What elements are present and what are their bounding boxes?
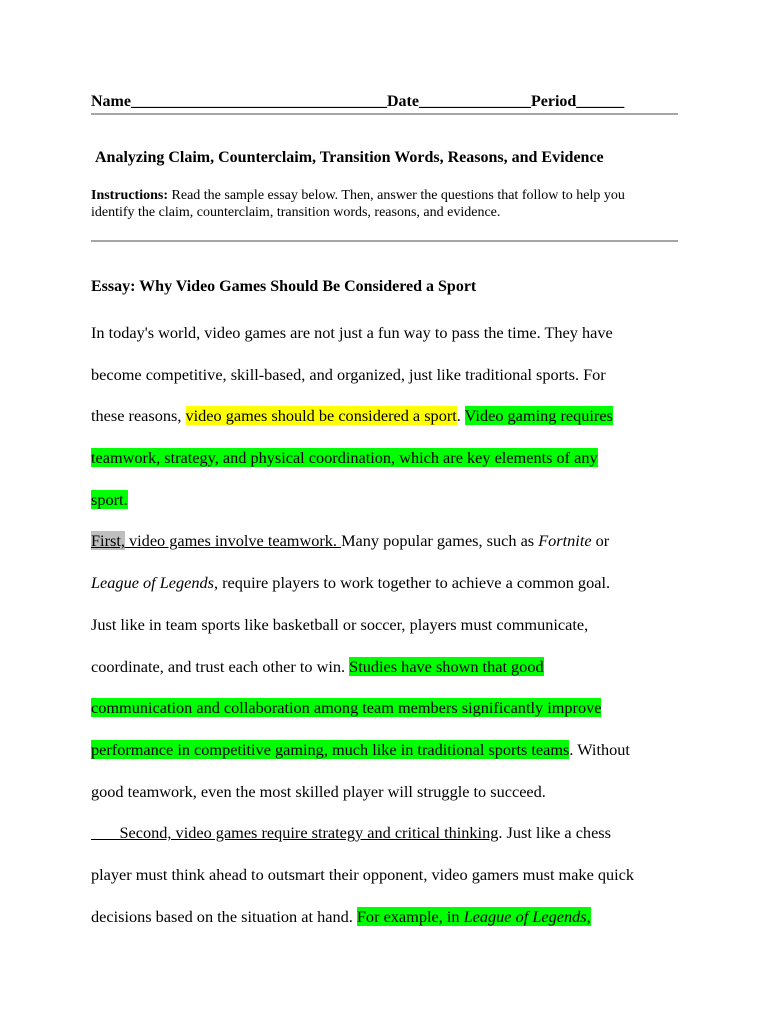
section-divider: [91, 240, 678, 242]
essay-line: [91, 312, 683, 354]
essay-text: . Just like a chess: [498, 823, 611, 843]
transition-highlight: First,: [91, 531, 125, 551]
reason-highlight: Video gaming requires: [464, 406, 613, 426]
evidence-highlight: communication and collaboration among team members significantly improve: [91, 698, 602, 718]
date-field[interactable]: Date_____________: [386, 93, 523, 110]
instructions-label: Instructions:: [91, 188, 169, 203]
essay-line: [91, 687, 683, 729]
instructions-text-2: identify the claim, counterclaim, transition words, reasons, and evidence.: [91, 205, 501, 220]
page-title: Analyzing Claim, Counterclaim, Transition Words, Reasons, and Evidence: [95, 149, 604, 166]
game-title: Fortnite: [538, 531, 592, 551]
essay-line: [91, 771, 683, 813]
essay-title: Essay: Why Video Games Should Be Considered a Sport: [91, 278, 477, 295]
essay-text: Many popular games, such as: [341, 531, 539, 551]
essay-text: coordinate, and trust each other to win.: [91, 656, 350, 676]
essay-text: these reasons,: [91, 406, 186, 426]
essay-line: [91, 854, 683, 896]
essay-line: [91, 896, 683, 938]
essay-line: [91, 354, 683, 396]
name-field[interactable]: Name________________________________: [91, 93, 387, 110]
evidence-highlight: Studies have shown that good: [349, 656, 544, 676]
essay-line: [91, 520, 683, 562]
period-field[interactable]: _Period______: [522, 93, 625, 110]
essay-text: .: [456, 406, 465, 426]
essay-line: [91, 562, 683, 604]
reason-underline: video games involve teamwork.: [124, 531, 342, 551]
essay-text: . Without: [569, 739, 630, 759]
evidence-highlight: ,: [586, 906, 591, 926]
reason-underline: Second, video games require strategy and critical thinking: [91, 823, 499, 843]
essay-line: [91, 604, 683, 646]
essay-text: decisions based on the situation at hand.: [91, 906, 357, 926]
essay-text: In today's world, video games are not just a fun way to pass the time. They have: [91, 323, 613, 342]
essay-text: or: [591, 531, 610, 551]
reason-highlight: teamwork, strategy, and physical coordination, which are key elements of any: [91, 448, 598, 468]
instructions: [91, 187, 681, 221]
essay-line: [91, 479, 683, 521]
essay-line: [91, 395, 683, 437]
header-divider: [91, 113, 678, 115]
essay-text: player must think ahead to outsmart their opponent, video gamers must make quick: [91, 864, 635, 884]
evidence-highlight: For example, in: [356, 906, 464, 926]
evidence-highlight: performance in competitive gaming, much like in traditional sports teams: [91, 739, 570, 759]
claim-highlight: video games should be considered a sport: [185, 406, 457, 426]
header-fields: [91, 93, 678, 111]
game-title: League of Legends: [91, 573, 214, 593]
essay-line: [91, 646, 683, 688]
reason-highlight: sport.: [91, 489, 128, 509]
essay-text: , require players to work together to achieve a common goal.: [214, 573, 611, 593]
essay-line: [91, 437, 683, 479]
instructions-text-1: Read the sample essay below. Then, answer the questions that follow to help you: [168, 188, 625, 203]
essay-line: [91, 729, 683, 771]
essay-line: [91, 812, 683, 854]
game-title: League of Legends: [463, 906, 587, 926]
essay-text: become competitive, skill-based, and organized, just like traditional sports. For: [91, 364, 606, 384]
essay-body: [91, 312, 683, 937]
essay-text: Just like in team sports like basketball or soccer, players must communicate,: [91, 614, 589, 634]
essay-text: good teamwork, even the most skilled player will struggle to succeed.: [91, 781, 546, 801]
